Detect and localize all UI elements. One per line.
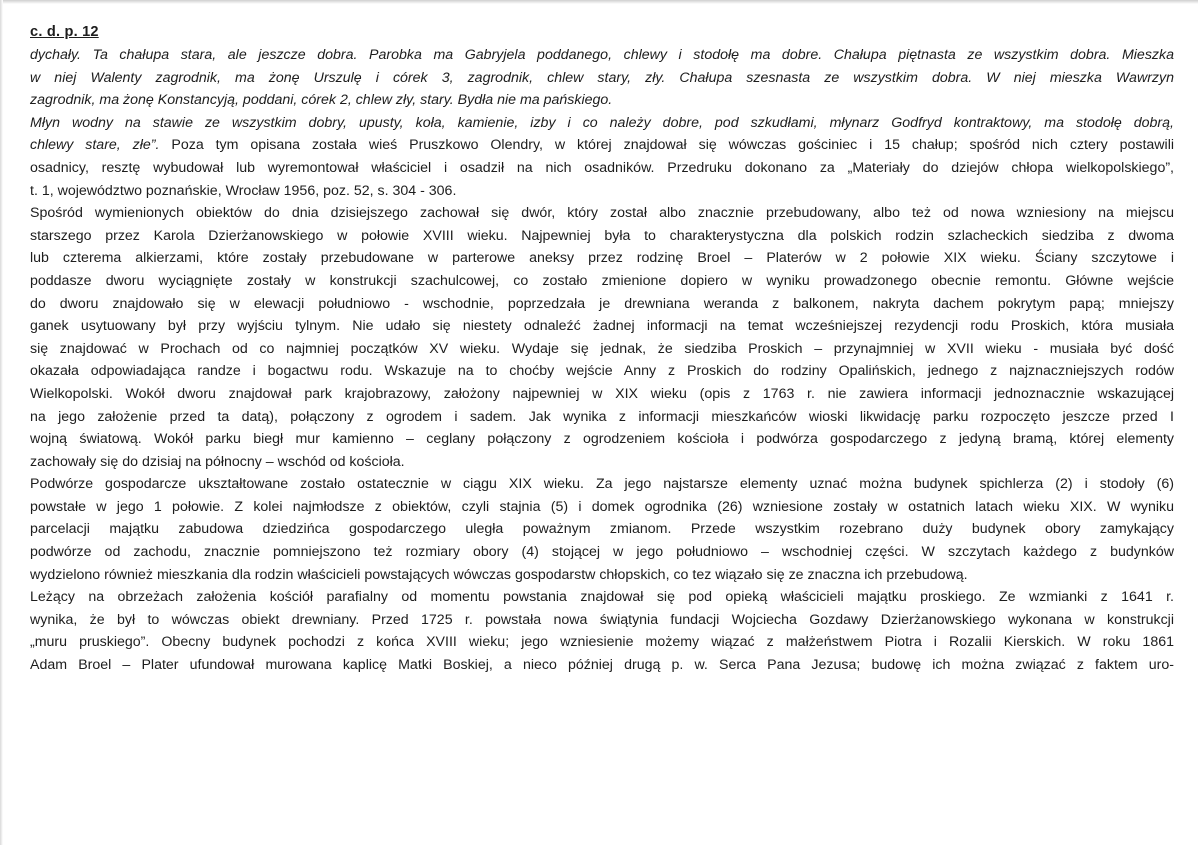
text-line: poddasze dworu wyciągnięte zostały w konstrukcji szachulcowej, co zostało zmienione dopiero w wyniku prowadzonego obecnie remontu. Główne wejście: [30, 272, 1174, 289]
text-line: wojną światową. Wokół parku biegł mur kamienno – ceglany połączony z ogrodzeniem kościoła i podwórza gospodarczego z jedyną bramą, której elementy: [30, 431, 1174, 448]
text-line: lub czterema alkierzami, które zostały przebudowane w parterowe aneksy przez rodzinę Broel – Platerów w 2 połowie XIX wieku. Ściany szczytowe i: [30, 250, 1174, 267]
text-line: parcelacji majątku zabudowa dziedzińca gospodarczego uległa poważnym zmianom. Przede wszystkim rozebrano duży budynek obory zamykający: [30, 521, 1174, 538]
text-line: t. 1, województwo poznańskie, Wrocław 1956, poz. 52, s. 304 - 306.: [30, 182, 457, 199]
text-line-italic-part: chlewy stare, złe”.: [30, 137, 160, 154]
text-line: podwórze od zachodu, znacznie pomniejszono też rozmiary obory (4) stojącej w jego południowo – wschodniej części. W szczytach każdego z budynków: [30, 544, 1174, 561]
text-line: „muru pruskiego”. Obecny budynek pochodzi z końca XVIII wieku; jego wzniesienie możemy wiązać z małżeństwem Piotra i Rozalii Kierskich. W roku 1861: [30, 634, 1174, 651]
text-line: osadnicy, resztę wybudował lub wyremontował właściciel i osadził na nich osadników. Przedruku dokonano za „Materiały do dziejów chłopa wielkopolskiego”,: [30, 159, 1174, 176]
text-line: Leżący na obrzeżach założenia kościół parafialny od momentu powstania znajdował się pod opieką właścicieli majątku proskiego. Ze wzmianki z 1641 r.: [30, 589, 1174, 606]
text-line: do dworu znajdowało się w elewacji południowo - wschodnie, poprzedzała je drewniana weranda z balkonem, nakryta dachem pokrytym papą; mniejszy: [30, 295, 1174, 312]
text-line: zachowały się do dzisiaj na północny – wschód od kościoła.: [30, 453, 405, 470]
page-heading: c. d. p. 12: [30, 24, 99, 40]
text-line: zagrodnik, ma żonę Konstancyją, poddani, córek 2, chlew zły, stary. Bydła nie ma pańskiego.: [30, 92, 613, 109]
text-line: Adam Broel – Plater ufundował murowana kaplicę Matki Boskiej, a nieco później drugą p. w. Serca Pana Jezusa; budowę ich można związać z faktem uro-: [30, 657, 1174, 674]
document-page: [30, 22, 1174, 677]
text-line-normal-part: Poza tym opisana została wieś Pruszkowo Olendry, w której znajdował się wówczas gościniec i 15 chałup; spośród nich cztery postawili: [159, 137, 1174, 154]
text-line: dychały. Ta chałupa stara, ale jeszcze dobra. Parobka ma Gabryjela poddanego, chlewy i stodołę ma dobre. Chałupa piętnasta ze wszystkim dobra. Mieszka: [30, 47, 1174, 63]
text-line: w niej Walenty zagrodnik, ma żonę Urszulę i córek 3, zagrodnik, chlew stary, zły. Chałupa szesnasta ze wszystkim dobra. W niej mieszka Wawrzyn: [30, 69, 1174, 86]
text-line: Spośród wymienionych obiektów do dnia dzisiejszego zachował się dwór, który został albo znacznie przebudowany, albo też od nowa wzniesiony na miejscu: [30, 205, 1174, 222]
text-line: wynika, że był to wówczas obiekt drewniany. Przed 1725 r. powstała nowa świątynia fundacji Wojciecha Gozdawy Dzierżanowskiego wykonana w konstrukcji: [30, 611, 1174, 628]
text-line: powstałe w jego 1 połowie. Z kolei najmłodsze z obiektów, czyli stajnia (5) i domek ogrodnika (26) wzniesione zostały w ostatnich latach wieku XIX. W wyniku: [30, 498, 1174, 515]
text-line: starszego przez Karola Dzierżanowskiego w połowie XVIII wieku. Najpewniej była to charakterystyczna dla polskich rodzin szlacheckich siedziba z dwoma: [30, 227, 1174, 244]
text-line: okazała odpowiadająca randze i bogactwu rodu. Wskazuje na to choćby wejście Anny z Proskich do rodziny Opalińskich, jednego z najznaczniejszych rodów: [30, 363, 1174, 380]
document-body: [30, 44, 1174, 677]
text-line: [30, 134, 1174, 157]
scan-edge-left: [0, 0, 3, 845]
text-line: Młyn wodny na stawie ze wszystkim dobry, upusty, koła, kamienie, izby i co należy dobre, pod szkudłami, młynarz Godfryd kontraktowy, ma stodołę dobrą,: [30, 114, 1174, 131]
text-line: się znajdować w Prochach od co najmniej początków XV wieku. Wydaje się jednak, że siedziba Proskich – przynajmniej w XVII wieku - musiała być dość: [30, 340, 1174, 357]
text-line: Podwórze gospodarcze ukształtowane zostało ostatecznie w ciągu XIX wieku. Za jego najstarsze elementy uznać można budynek spichlerza (2) i stodoły (6): [30, 476, 1174, 493]
text-line: Wielkopolski. Wokół dworu znajdował park krajobrazowy, założony najpewniej w XIX wieku (opis z 1763 r. nie zawiera informacji jednoznacznie wskazującej: [30, 385, 1174, 402]
text-line: wydzielono również mieszkania dla rodzin właścicieli powstających wówczas gospodarstw chłopskich, co tez wiązało się ze znaczna ich przebudową.: [30, 566, 968, 583]
text-line: na jego założenie przed ta datą), połączony z ogrodem i sadem. Jak wynika z informacji mieszkańców wioski likwidację parku rozpoczęto jeszcze przed I: [30, 408, 1174, 425]
text-line: ganek usytuowany był przy wyjściu tylnym. Nie udało się niestety odnaleźć żadnej informacji na temat wcześniejszej rezydencji rodu Proskich, która musiała: [30, 318, 1174, 335]
scan-edge-top: [0, 0, 1198, 4]
